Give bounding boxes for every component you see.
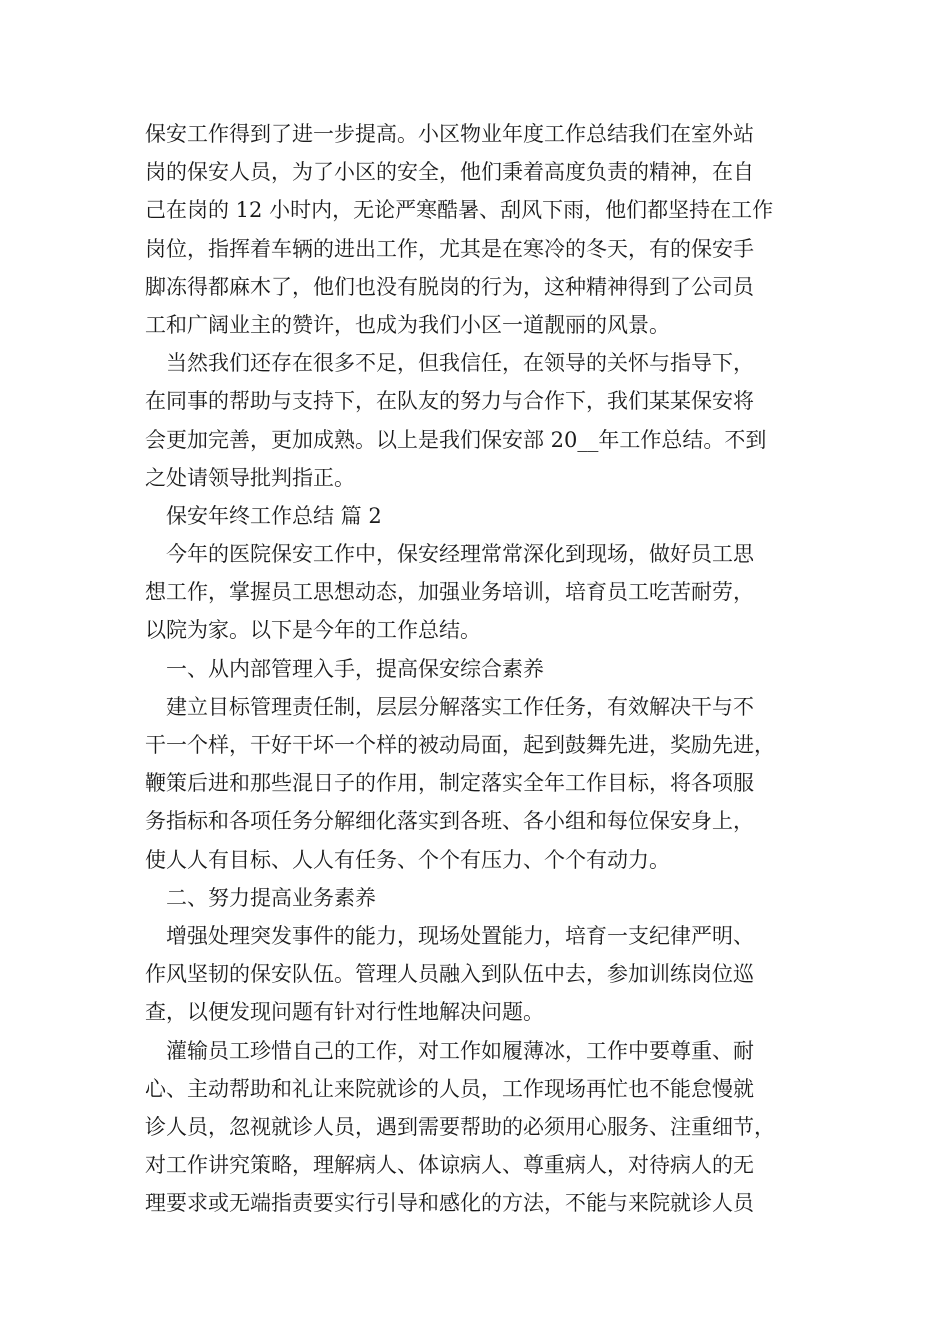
text-line: 今年的医院保安工作中，保安经理常常深化到现场，做好员工思 (166, 542, 754, 567)
text-line: 会更加完善，更加成熟。以上是我们保安部 20__年工作总结。不到 (145, 427, 767, 452)
text-line: 岗的保安人员，为了小区的安全，他们秉着高度负责的精神，在自 (145, 160, 754, 185)
text-line: 作风坚韧的保安队伍。管理人员融入到队伍中去，参加训练岗位巡 (145, 962, 754, 987)
text-line: 以院为家。以下是今年的工作总结。 (145, 618, 481, 643)
text-line: 诊人员，忽视就诊人员，遇到需要帮助的必须用心服务、注重细节， (145, 1114, 775, 1139)
text-line: 己在岗的 12 小时内，无论严寒酷暑、刮风下雨，他们都坚持在工作 (145, 198, 774, 223)
text-line: 在同事的帮助与支持下，在队友的努力与合作下，我们某某保安将 (145, 389, 754, 414)
text-line: 鞭策后进和那些混日子的作用，制定落实全年工作目标，将各项服 (145, 771, 754, 796)
text-line: 对工作讲究策略，理解病人、体谅病人、尊重病人，对待病人的无 (145, 1153, 754, 1178)
text-line: 二、努力提高业务素养 (166, 885, 376, 910)
text-line: 工和广阔业主的赞许，也成为我们小区一道靓丽的风景。 (145, 312, 670, 337)
text-line: 保安年终工作总结 篇 2 (166, 503, 382, 528)
text-line: 干一个样，干好干坏一个样的被动局面，起到鼓舞先进，奖励先进， (145, 733, 775, 757)
text-line: 使人人有目标、人人有任务、个个有压力、个个有动力。 (145, 847, 670, 872)
text-line: 务指标和各项任务分解细化落实到各班、各小组和每位保安身上， (145, 809, 754, 834)
text-line: 之处请领导批判指正。 (145, 465, 355, 490)
text-line: 想工作，掌握员工思想动态，加强业务培训，培育员工吃苦耐劳， (145, 580, 754, 605)
text-line: 岗位，指挥着车辆的进出工作，尤其是在寒冷的冬天，有的保安手 (145, 236, 754, 261)
text-line: 心、主动帮助和礼让来院就诊的人员，工作现场再忙也不能怠慢就 (145, 1076, 754, 1101)
text-line: 增强处理突发事件的能力，现场处置能力，培育一支纪律严明、 (166, 923, 754, 948)
text-line: 建立目标管理责任制，层层分解落实工作任务，有效解决干与不 (166, 694, 754, 719)
text-line: 保安工作得到了进一步提高。小区物业年度工作总结我们在室外站 (145, 122, 754, 146)
text-line: 灌输员工珍惜自己的工作，对工作如履薄冰，工作中要尊重、耐 (166, 1038, 754, 1063)
text-line: 查，以便发现问题有针对行性地解决问题。 (145, 1000, 544, 1025)
document-body (145, 115, 825, 1222)
text-line: 当然我们还存在很多不足，但我信任，在领导的关怀与指导下， (166, 351, 754, 376)
text-line: 脚冻得都麻木了，他们也没有脱岗的行为，这种精神得到了公司员 (145, 274, 754, 299)
text-line: 理要求或无端指责要实行引导和感化的方法，不能与来院就诊人员 (145, 1191, 754, 1216)
text-line: 一、从内部管理入手，提高保安综合素养 (166, 656, 544, 681)
